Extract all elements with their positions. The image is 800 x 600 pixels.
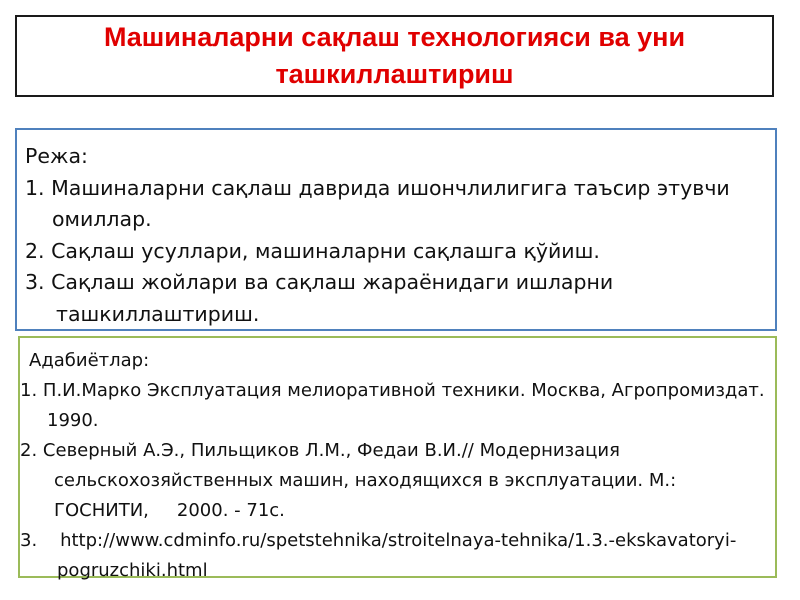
plan-item-2-text: Сақлаш усуллари, машиналарни сақлашга қўйиш. bbox=[51, 238, 600, 263]
literature-item-1-number: 1. bbox=[20, 380, 38, 401]
plan-item-3 bbox=[25, 267, 767, 330]
plan-box bbox=[15, 128, 777, 331]
literature-item-3 bbox=[20, 526, 769, 586]
title-box bbox=[15, 15, 774, 97]
literature-heading: Адабиётлар: bbox=[29, 350, 150, 371]
plan-heading: Режа: bbox=[25, 144, 88, 168]
literature-item-1-text: П.И.Марко Эксплуатация мелиоративной техники. Москва, Агропромиздат. 1990. bbox=[42, 380, 765, 431]
literature-box bbox=[18, 336, 777, 581]
literature-item-3-link: http://www.cdminfo.ru/spetstehnika/stroitelnaya-tehnika/1.3.-ekskavatoryi- bbox=[60, 530, 737, 551]
literature-item-2-text: Северный А.Э., Пильщиков Л.М., Федаи В.И.// Модернизация сельскохозяйственных машин, находящихся в эксплуатации. М.: ГОСНИТИ, bbox=[42, 440, 677, 521]
literature-item-3-number: 3. bbox=[20, 530, 38, 551]
plan-item-1 bbox=[25, 173, 767, 236]
plan-item-1-number: 1. bbox=[25, 175, 45, 200]
plan-item-1-text: Машиналарни сақлаш даврида ишончлилигига таъсир этувчи омиллар. bbox=[51, 175, 730, 231]
literature-item-3-link-tail: pogruzchiki.html bbox=[57, 560, 208, 581]
literature-item-2-tail: 2000. - 71с. bbox=[176, 500, 285, 521]
plan-item-3-text: Сақлаш жойлари ва сақлаш жараёнидаги ишларни ташкиллаштириш. bbox=[51, 270, 614, 326]
literature-item-2 bbox=[20, 436, 769, 526]
plan-item-2-number: 2. bbox=[25, 238, 45, 263]
literature-item-1 bbox=[20, 376, 769, 436]
slide-title: Машиналарни сақлаш технологияси ва уни ташкиллаштириш bbox=[103, 22, 686, 89]
literature-item-2-number: 2. bbox=[20, 440, 38, 461]
plan-item-2 bbox=[25, 236, 767, 268]
plan-item-3-number: 3. bbox=[25, 270, 45, 294]
